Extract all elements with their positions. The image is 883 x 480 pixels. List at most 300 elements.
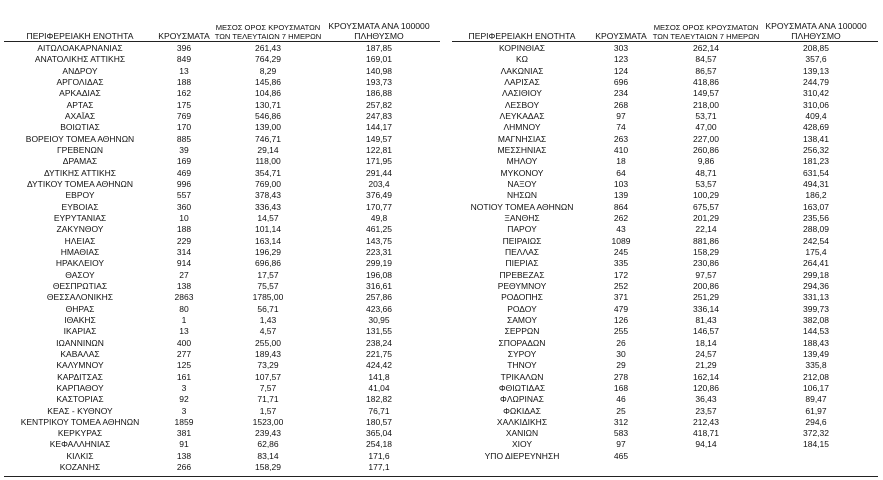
region-cell: ΚΕΝΤΡΙΚΟΥ ΤΟΜΕΑ ΑΘΗΝΩΝ: [20, 416, 140, 427]
avg7-cell: 1523,00: [252, 416, 284, 427]
region-cell: ΔΡΑΜΑΣ: [62, 156, 98, 167]
per100k-cell: 203,4: [368, 178, 390, 189]
table-row: [452, 100, 878, 111]
cases-cell: 29: [616, 360, 626, 371]
table-row: [452, 213, 878, 224]
avg7-cell: 62,86: [257, 439, 279, 450]
avg7-cell: 546,86: [255, 110, 281, 121]
cases-cell: 13: [179, 326, 189, 337]
per100k-cell: 169,01: [366, 54, 392, 65]
per100k-cell: 89,47: [805, 394, 827, 405]
per100k-cell: 310,42: [803, 88, 829, 99]
avg7-cell: 881,86: [693, 235, 719, 246]
region-cell: ΚΑΣΤΟΡΙΑΣ: [56, 394, 104, 405]
avg7-cell: 100,29: [693, 190, 719, 201]
per100k-cell: 335,8: [805, 360, 827, 371]
table-row: [4, 111, 440, 122]
per100k-cell: 170,77: [366, 201, 392, 212]
per100k-cell: 256,32: [803, 144, 829, 155]
per100k-cell: 143,75: [366, 235, 392, 246]
avg7-cell: 84,57: [695, 54, 717, 65]
avg7-cell: 101,14: [255, 224, 281, 235]
per100k-cell: 30,95: [368, 314, 390, 325]
table-row: [4, 439, 440, 450]
table-row: [4, 462, 440, 473]
per100k-cell: 461,25: [366, 224, 392, 235]
region-cell: ΗΡΑΚΛΕΙΟΥ: [55, 258, 105, 269]
region-cell: ΠΙΕΡΙΑΣ: [505, 258, 539, 269]
cases-cell: 27: [179, 269, 189, 280]
avg7-cell: 18,14: [695, 337, 717, 348]
table-row: [452, 258, 878, 269]
cases-cell: 277: [176, 348, 192, 359]
region-cell: ΖΑΚΥΝΘΟΥ: [56, 224, 104, 235]
per100k-cell: 244,79: [803, 76, 829, 87]
cases-cell: 400: [176, 337, 192, 348]
per100k-cell: 424,42: [366, 360, 392, 371]
per100k-cell: 631,54: [803, 167, 829, 178]
table-row: [4, 168, 440, 179]
region-cell: ΒΟΡΕΙΟΥ ΤΟΜΕΑ ΑΘΗΝΩΝ: [25, 133, 135, 144]
per100k-cell: 423,66: [366, 303, 392, 314]
header-per100k: ΚΡΟΥΣΜΑΤΑ ΑΝΑ 100000 ΠΛΗΘΥΣΜΟ: [328, 21, 430, 41]
per100k-cell: 144,53: [803, 326, 829, 337]
region-cell: ΙΘΑΚΗΣ: [64, 314, 96, 325]
region-cell: ΚΩ: [515, 54, 529, 65]
per100k-cell: 171,6: [368, 450, 390, 461]
cases-cell: 124: [613, 65, 629, 76]
cases-cell: 1859: [174, 416, 194, 427]
avg7-cell: 53,57: [695, 178, 717, 189]
table-row: [4, 190, 440, 201]
avg7-cell: 139,00: [255, 122, 281, 133]
table-row: [452, 224, 878, 235]
per100k-cell: 409,4: [805, 110, 827, 121]
cases-cell: 138: [176, 450, 192, 461]
per100k-cell: 186,2: [805, 190, 827, 201]
avg7-cell: 75,57: [257, 280, 279, 291]
avg7-cell: 145,86: [255, 76, 281, 87]
table-row: [4, 100, 440, 111]
per100k-cell: 264,41: [803, 258, 829, 269]
table-row: [452, 394, 878, 405]
table-row: [452, 281, 878, 292]
region-cell: ΚΕΡΚΥΡΑΣ: [57, 428, 103, 439]
avg7-cell: 336,14: [693, 303, 719, 314]
avg7-cell: 118,00: [255, 156, 281, 167]
table-row: [452, 315, 878, 326]
region-cell: ΠΡΕΒΕΖΑΣ: [499, 269, 545, 280]
region-cell: ΣΠΟΡΑΔΩΝ: [498, 337, 546, 348]
avg7-cell: 162,14: [693, 371, 719, 382]
cases-cell: 312: [613, 416, 629, 427]
table-row: [452, 451, 878, 462]
table-row: [4, 258, 440, 269]
table-row: [4, 428, 440, 439]
per100k-cell: 242,54: [803, 235, 829, 246]
region-cell: ΡΟΔΟΥ: [507, 303, 537, 314]
avg7-cell: 104,86: [255, 88, 281, 99]
cases-cell: 465: [613, 450, 629, 461]
cases-cell: 396: [176, 43, 192, 53]
per100k-cell: 494,31: [803, 178, 829, 189]
per100k-cell: 357,6: [805, 54, 827, 65]
avg7-cell: 48,71: [695, 167, 717, 178]
per100k-cell: 208,85: [803, 43, 829, 53]
region-cell: ΧΑΝΙΩΝ: [505, 428, 539, 439]
avg7-cell: 260,86: [693, 144, 719, 155]
per100k-cell: 399,73: [803, 303, 829, 314]
region-cell: ΣΕΡΡΩΝ: [504, 326, 540, 337]
table-row: [452, 270, 878, 281]
region-cell: ΙΚΑΡΙΑΣ: [63, 326, 97, 337]
avg7-cell: 354,71: [255, 167, 281, 178]
per100k-cell: 171,95: [366, 156, 392, 167]
region-cell: ΑΡΚΑΔΙΑΣ: [59, 88, 101, 99]
per100k-cell: 131,55: [366, 326, 392, 337]
avg7-cell: 378,43: [255, 190, 281, 201]
per100k-cell: 428,69: [803, 122, 829, 133]
per100k-cell: 163,07: [803, 201, 829, 212]
region-cell: ΦΩΚΙΔΑΣ: [503, 405, 541, 416]
per100k-cell: 376,49: [366, 190, 392, 201]
avg7-cell: 9,86: [697, 156, 715, 167]
per100k-cell: 235,56: [803, 212, 829, 223]
avg7-cell: 36,43: [695, 394, 717, 405]
table-row: [4, 134, 440, 145]
avg7-cell: 149,57: [693, 88, 719, 99]
avg7-cell: 86,57: [695, 65, 717, 76]
per100k-cell: 299,18: [803, 269, 829, 280]
avg7-cell: 230,86: [693, 258, 719, 269]
cases-cell: 263: [613, 133, 629, 144]
avg7-cell: 24,57: [695, 348, 717, 359]
per100k-cell: 188,43: [803, 337, 829, 348]
per100k-cell: 294,6: [805, 416, 827, 427]
cases-cell: 169: [176, 156, 192, 167]
avg7-cell: 23,57: [695, 405, 717, 416]
cases-cell: 583: [613, 428, 629, 439]
avg7-cell: 94,14: [695, 439, 717, 450]
cases-cell: 103: [613, 178, 629, 189]
cases-cell: 245: [613, 246, 629, 257]
table-row: [4, 54, 440, 65]
per100k-cell: 257,82: [366, 99, 392, 110]
cases-cell: 885: [176, 133, 192, 144]
region-cell: ΛΕΥΚΑΔΑΣ: [499, 110, 545, 121]
region-cell: ΝΑΞΟΥ: [507, 178, 537, 189]
region-cell: ΚΕΦΑΛΛΗΝΙΑΣ: [49, 439, 111, 450]
table-row: [4, 156, 440, 167]
cases-cell: 469: [176, 167, 192, 178]
cases-cell: 229: [176, 235, 192, 246]
cases-cell: 266: [176, 462, 192, 473]
region-cell: ΝΟΤΙΟΥ ΤΟΜΕΑ ΑΘΗΝΩΝ: [470, 201, 574, 212]
table-row: [452, 54, 878, 65]
avg7-cell: 1,43: [259, 314, 277, 325]
per100k-cell: 49,8: [370, 212, 388, 223]
avg7-cell: 418,71: [693, 428, 719, 439]
table-row: [452, 360, 878, 371]
cases-cell: 139: [613, 190, 629, 201]
avg7-cell: 201,29: [693, 212, 719, 223]
table-row: [452, 168, 878, 179]
cases-cell: 268: [613, 99, 629, 110]
per100k-cell: 186,88: [366, 88, 392, 99]
cases-cell: 80: [179, 303, 189, 314]
cases-cell: 3: [181, 382, 187, 393]
table-row: [4, 270, 440, 281]
table-row: [4, 179, 440, 190]
table-row: [4, 383, 440, 394]
cases-cell: 97: [616, 439, 626, 450]
per100k-cell: 310,06: [803, 99, 829, 110]
region-cell: ΘΕΣΣΑΛΟΝΙΚΗΣ: [46, 292, 114, 303]
per100k-cell: 140,98: [366, 65, 392, 76]
cases-cell: 138: [176, 280, 192, 291]
cases-cell: 371: [613, 292, 629, 303]
avg7-cell: 7,57: [259, 382, 277, 393]
table-row: [4, 349, 440, 360]
per100k-cell: 193,73: [366, 76, 392, 87]
table-row: [4, 394, 440, 405]
avg7-cell: 107,57: [255, 371, 281, 382]
avg7-cell: 71,71: [257, 394, 279, 405]
header-avg7: ΜΕΣΟΣ ΟΡΟΣ ΚΡΟΥΣΜΑΤΩΝ ΤΩΝ ΤΕΛΕΥΤΑΙΩΝ 7 ΗΜΕΡΩΝ: [652, 23, 760, 41]
region-cell: ΙΩΑΝΝΙΝΩΝ: [56, 337, 104, 348]
cases-cell: 1089: [611, 235, 631, 246]
region-cell: ΜΥΚΟΝΟΥ: [500, 167, 544, 178]
table-row: [452, 190, 878, 201]
cases-cell: 252: [613, 280, 629, 291]
per100k-cell: 181,23: [803, 156, 829, 167]
cases-cell: 92: [179, 394, 189, 405]
cases-cell: 996: [176, 178, 192, 189]
per100k-cell: 139,13: [803, 65, 829, 76]
table-row: [4, 372, 440, 383]
table-row: [452, 338, 878, 349]
avg7-cell: 56,71: [257, 303, 279, 314]
region-cell: ΛΑΡΙΣΑΣ: [504, 76, 540, 87]
cases-cell: 39: [179, 144, 189, 155]
region-cell: ΠΑΡΟΥ: [507, 224, 537, 235]
cases-cell: 696: [613, 76, 629, 87]
cases-cell: 914: [176, 258, 192, 269]
region-cell: ΚΙΛΚΙΣ: [66, 450, 94, 461]
avg7-cell: 764,29: [255, 54, 281, 65]
region-cell: ΑΝΑΤΟΛΙΚΗΣ ΑΤΤΙΚΗΣ: [34, 54, 126, 65]
region-cell: ΑΧΑΪΑΣ: [64, 110, 96, 121]
table-row: [4, 145, 440, 156]
per100k-cell: 138,41: [803, 133, 829, 144]
region-cell: ΛΑΣΙΘΙΟΥ: [502, 88, 542, 99]
table-row: [452, 304, 878, 315]
header-avg7: ΜΕΣΟΣ ΟΡΟΣ ΚΡΟΥΣΜΑΤΩΝ ΤΩΝ ΤΕΛΕΥΤΑΙΩΝ 7 ΗΜΕΡΩΝ: [214, 23, 322, 41]
per100k-cell: [762, 451, 870, 462]
region-cell: ΚΑΒΑΛΑΣ: [60, 348, 100, 359]
cases-cell: 335: [613, 258, 629, 269]
region-cell: ΚΟΡΙΝΘΙΑΣ: [498, 43, 546, 53]
avg7-cell: 81,43: [695, 314, 717, 325]
cases-cell: 18: [616, 156, 626, 167]
per100k-cell: 106,17: [803, 382, 829, 393]
cases-cell: 769: [176, 110, 192, 121]
table-row: [4, 77, 440, 88]
region-cell: ΧΑΛΚΙΔΙΚΗΣ: [496, 416, 548, 427]
region-cell: ΘΕΣΠΡΩΤΙΑΣ: [52, 280, 108, 291]
avg7-cell: 158,29: [693, 246, 719, 257]
per100k-cell: 141,8: [368, 371, 390, 382]
table-row: [452, 156, 878, 167]
avg7-cell: 227,00: [693, 133, 719, 144]
cases-cell: 13: [179, 65, 189, 76]
region-cell: ΠΕΙΡΑΙΩΣ: [502, 235, 542, 246]
per100k-cell: 382,08: [803, 314, 829, 325]
per100k-cell: 254,18: [366, 439, 392, 450]
avg7-cell: 29,14: [257, 144, 279, 155]
avg7-cell: 17,57: [257, 269, 279, 280]
table-row: [452, 439, 878, 450]
table-row: [452, 66, 878, 77]
region-cell: ΓΡΕΒΕΝΩΝ: [57, 144, 103, 155]
per100k-cell: 180,57: [366, 416, 392, 427]
table-row: [4, 406, 440, 417]
per100k-cell: 299,19: [366, 258, 392, 269]
region-cell: ΣΥΡΟΥ: [507, 348, 537, 359]
per100k-cell: 196,08: [366, 269, 392, 280]
cases-cell: 410: [613, 144, 629, 155]
avg7-cell: 21,29: [695, 360, 717, 371]
table-row: [4, 247, 440, 258]
avg7-cell: 8,29: [259, 65, 277, 76]
cases-cell: 123: [613, 54, 629, 65]
table-row: [452, 383, 878, 394]
avg7-cell: 675,57: [693, 201, 719, 212]
table-row: [4, 122, 440, 133]
region-cell: ΘΑΣΟΥ: [65, 269, 95, 280]
per100k-cell: 291,44: [366, 167, 392, 178]
table-body: [452, 43, 878, 462]
cases-cell: 3: [181, 405, 187, 416]
cases-cell: 849: [176, 54, 192, 65]
cases-cell: 170: [176, 122, 192, 133]
per100k-cell: 122,81: [366, 144, 392, 155]
avg7-cell: 212,43: [693, 416, 719, 427]
table-row: [4, 43, 440, 54]
table-row: [4, 213, 440, 224]
avg7-cell: 14,57: [257, 212, 279, 223]
table-row: [452, 202, 878, 213]
cases-cell: 168: [613, 382, 629, 393]
avg7-cell: 22,14: [695, 224, 717, 235]
avg7-cell: 47,00: [695, 122, 717, 133]
avg7-cell: 146,57: [693, 326, 719, 337]
cases-cell: 2863: [174, 292, 194, 303]
table-row: [452, 88, 878, 99]
avg7-cell: 189,43: [255, 348, 281, 359]
cases-cell: 25: [616, 405, 626, 416]
region-cell: ΕΥΡΥΤΑΝΙΑΣ: [53, 212, 107, 223]
per100k-cell: 257,86: [366, 292, 392, 303]
table-row: [4, 281, 440, 292]
region-cell: ΚΕΑΣ - ΚΥΘΝΟΥ: [47, 405, 113, 416]
cases-cell: 234: [613, 88, 629, 99]
region-cell: ΡΟΔΟΠΗΣ: [501, 292, 543, 303]
table-row: [4, 236, 440, 247]
header-cases: ΚΡΟΥΣΜΑΤΑ: [158, 30, 210, 41]
per100k-cell: 41,04: [368, 382, 390, 393]
per100k-cell: 177,1: [368, 462, 390, 473]
cases-cell: 188: [176, 76, 192, 87]
per100k-cell: 294,36: [803, 280, 829, 291]
avg7-cell: 746,71: [255, 133, 281, 144]
region-cell: ΦΛΩΡΙΝΑΣ: [500, 394, 544, 405]
table-header: [452, 14, 878, 42]
per100k-cell: 372,32: [803, 428, 829, 439]
table-row: [4, 338, 440, 349]
avg7-cell: 769,00: [255, 178, 281, 189]
table-row: [452, 292, 878, 303]
region-cell: ΘΗΡΑΣ: [65, 303, 95, 314]
avg7-cell: 73,29: [257, 360, 279, 371]
region-cell: ΗΜΑΘΙΑΣ: [60, 246, 100, 257]
cases-cell: 161: [176, 371, 192, 382]
cases-cell: 97: [616, 110, 626, 121]
table-row: [452, 247, 878, 258]
table-row: [452, 326, 878, 337]
cases-cell: 74: [616, 122, 626, 133]
region-cell: ΕΒΡΟΥ: [65, 190, 95, 201]
cases-cell: 557: [176, 190, 192, 201]
table-row: [452, 349, 878, 360]
table-row: [452, 145, 878, 156]
avg7-cell: 1,57: [259, 405, 277, 416]
region-cell: ΕΥΒΟΙΑΣ: [61, 201, 99, 212]
table-row: [452, 77, 878, 88]
table-body: [4, 43, 440, 473]
avg7-cell: 262,14: [693, 43, 719, 53]
region-cell: ΠΕΛΛΑΣ: [504, 246, 540, 257]
per100k-cell: 212,08: [803, 371, 829, 382]
table-row: [4, 315, 440, 326]
table-row: [452, 179, 878, 190]
per100k-cell: 331,13: [803, 292, 829, 303]
region-cell: ΧΙΟΥ: [511, 439, 533, 450]
cases-cell: 479: [613, 303, 629, 314]
avg7-cell: 218,00: [693, 99, 719, 110]
avg7-cell: 200,86: [693, 280, 719, 291]
region-cell: ΜΕΣΣΗΝΙΑΣ: [497, 144, 547, 155]
per100k-cell: 238,24: [366, 337, 392, 348]
avg7-cell: 418,86: [693, 76, 719, 87]
table-row: [4, 326, 440, 337]
avg7-cell: 158,29: [255, 462, 281, 473]
region-cell: ΣΑΜΟΥ: [506, 314, 537, 325]
region-cell: ΚΟΖΑΝΗΣ: [59, 462, 101, 473]
region-cell: ΡΕΘΥΜΝΟΥ: [497, 280, 547, 291]
table-row: [4, 292, 440, 303]
cases-cell: 126: [613, 314, 629, 325]
region-cell: ΒΟΙΩΤΙΑΣ: [60, 122, 100, 133]
table-row: [4, 304, 440, 315]
per100k-cell: 76,71: [368, 405, 390, 416]
per100k-cell: 149,57: [366, 133, 392, 144]
region-cell: ΜΑΓΝΗΣΙΑΣ: [497, 133, 547, 144]
avg7-cell: 83,14: [257, 450, 279, 461]
region-cell: ΑΝΔΡΟΥ: [62, 65, 98, 76]
per100k-cell: 175,4: [805, 246, 827, 257]
region-cell: ΗΛΕΙΑΣ: [64, 235, 96, 246]
